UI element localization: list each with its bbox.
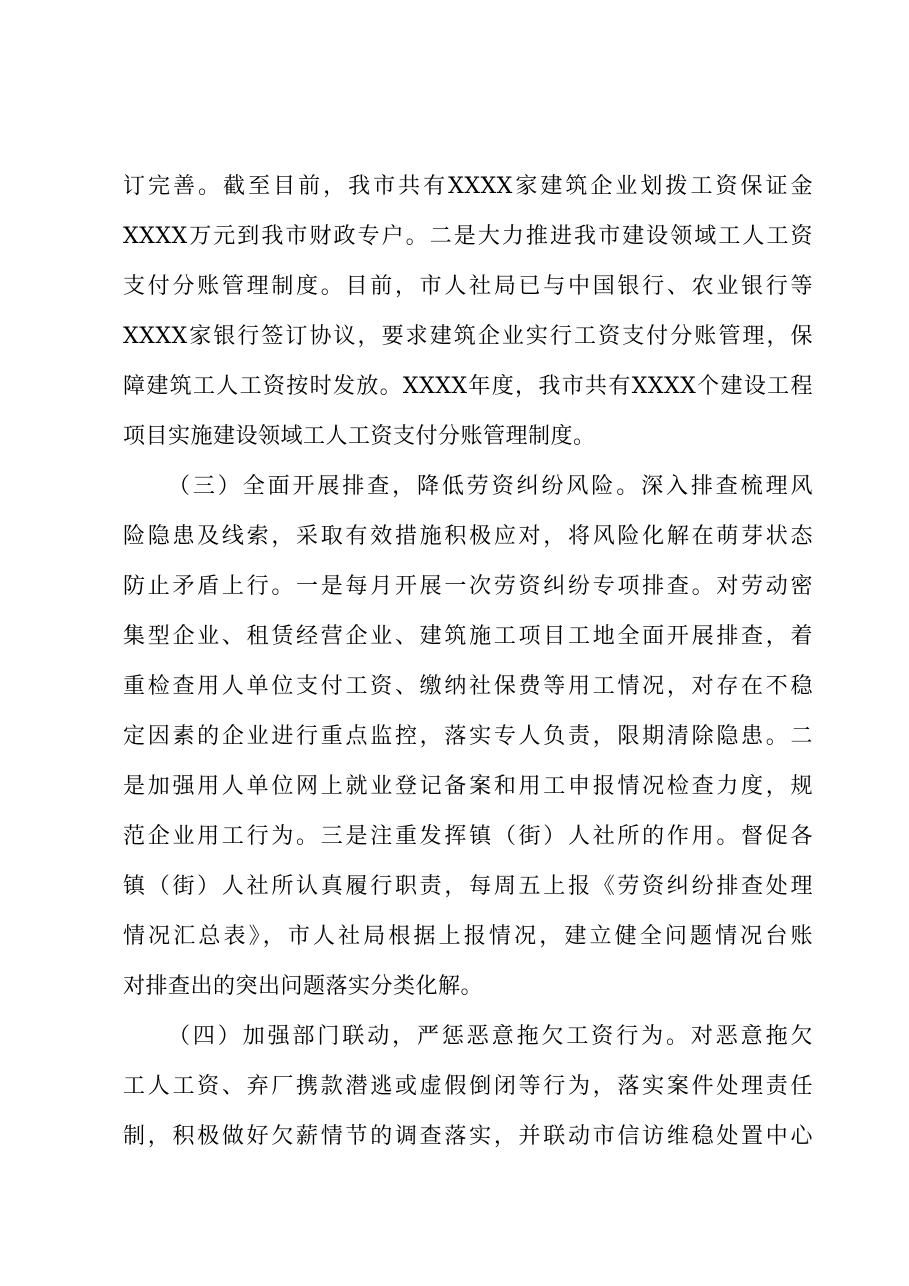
text-line: 订完善。截至目前，我市共有XXXX家建筑企业划拨工资保证金: [123, 174, 813, 199]
text-line: 范企业用工行为。三是注重发挥镇（街）人社所的作用。督促各: [123, 824, 813, 849]
text-line: 支付分账管理制度。目前，市人社局已与中国银行、农业银行等: [123, 274, 813, 299]
text-line: 集型企业、租赁经营企业、建筑施工项目工地全面开展排查，着: [123, 624, 813, 649]
text-line: 防止矛盾上行。一是每月开展一次劳资纠纷专项排查。对劳动密: [123, 574, 813, 599]
text-line: 情况汇总表》，市人社局根据上报情况，建立健全问题情况台账: [123, 924, 813, 949]
text-line: 对排查出的突出问题落实分类化解。: [123, 974, 484, 999]
text-line: 制，积极做好欠薪情节的调查落实，并联动市信访维稳处置中心: [123, 1124, 813, 1149]
text-line: 障建筑工人工资按时发放。XXXX年度，我市共有XXXX个建设工程: [123, 374, 813, 399]
section-heading-line: （三）全面开展排查，降低劳资纠纷风险。深入排查梳理风: [168, 474, 813, 499]
text-line: XXXX家银行签订协议，要求建筑企业实行工资支付分账管理，保: [123, 324, 813, 349]
text-line: 是加强用人单位网上就业登记备案和用工申报情况检查力度，规: [123, 774, 813, 799]
text-line: 项目实施建设领域工人工资支付分账管理制度。: [123, 424, 596, 449]
text-line: 镇（街）人社所认真履行职责，每周五上报《劳资纠纷排查处理: [123, 874, 813, 899]
section-heading-line: （四）加强部门联动，严惩恶意拖欠工资行为。对恶意拖欠: [168, 1024, 813, 1049]
text-line: 定因素的企业进行重点监控，落实专人负责，限期清除隐患。二: [123, 724, 813, 749]
text-line: 险隐患及线索，采取有效措施积极应对，将风险化解在萌芽状态: [123, 524, 813, 549]
text-line: 重检查用人单位支付工资、缴纳社保费等用工情况，对存在不稳: [123, 674, 813, 699]
text-line: XXXX万元到我市财政专户。二是大力推进我市建设领域工人工资: [123, 224, 813, 249]
text-line: 工人工资、弃厂携款潜逃或虚假倒闭等行为，落实案件处理责任: [123, 1074, 813, 1099]
